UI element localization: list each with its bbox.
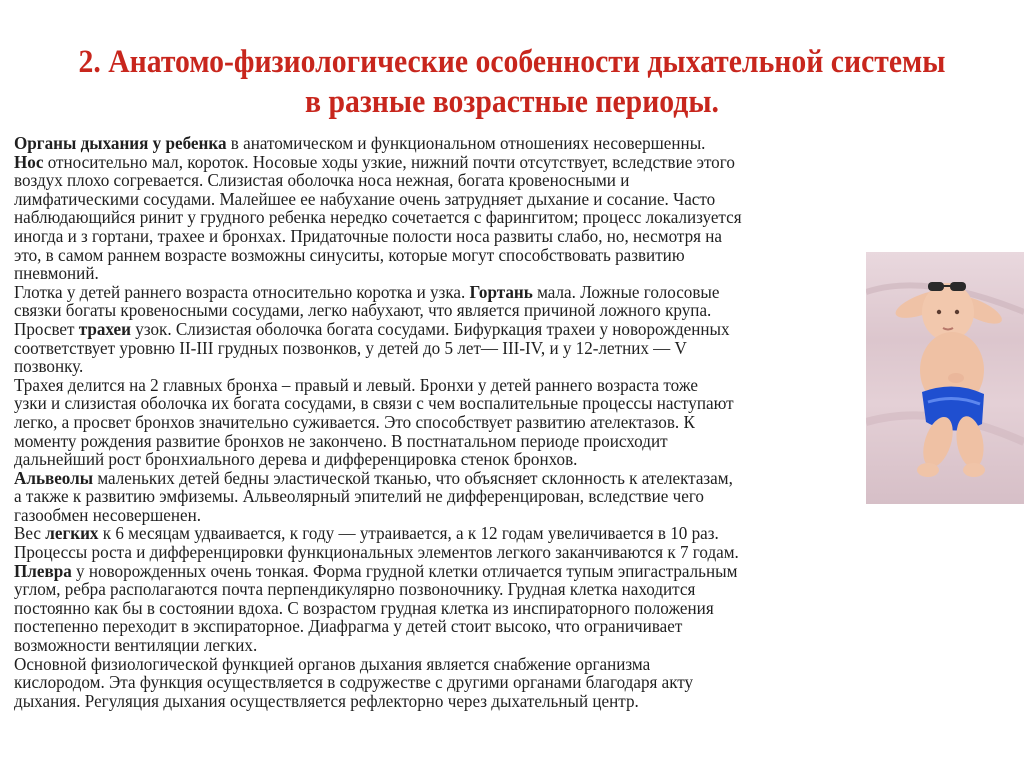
text-line (14, 264, 860, 283)
text-segment: кислородом. Эта функция осуществляется в содружестве с другими органами благодаря акту (14, 672, 694, 693)
text-segment: узки и слизистая оболочка их богата сосудами, в связи с чем воспалительные процессы наступают (14, 393, 734, 414)
text-segment: в анатомическом и функциональном отношениях несовершенны. (226, 133, 706, 153)
text-line (14, 208, 860, 227)
body-text (14, 134, 860, 710)
text-segment: газообмен несовершенен. (14, 504, 202, 525)
text-line (14, 580, 860, 599)
baby-photo (866, 252, 1024, 504)
text-line (14, 339, 860, 358)
bold-term: Гортань (469, 281, 533, 302)
text-line (14, 673, 860, 692)
bold-term: Нос (14, 151, 44, 172)
text-segment: к 6 месяцам удваивается, к году — утраивается, а к 12 годам увеличивается в 10 раз. (98, 523, 719, 544)
text-line (14, 432, 860, 451)
text-segment: наблюдающийся ринит у грудного ребенка нередко сочетается с фарингитом; процесс локализуется (14, 207, 742, 228)
text-segment: Просвет (14, 318, 79, 339)
text-segment: воздух плохо согревается. Слизистая оболочка носа нежная, богата кровеносными и (14, 170, 630, 191)
text-segment: относительно мал, короток. Носовые ходы узкие, нижний почти отсутствует, вследствие этого (43, 151, 735, 172)
text-line (14, 524, 860, 543)
text-segment: связки богаты кровеносными сосудами, легко набухают, что является причиной ложного крупа. (14, 300, 712, 321)
text-segment: постепенно переходит в экспираторное. Диафрагма у детей стоит высоко, что ограничивает (14, 616, 683, 637)
bold-term: трахеи (78, 318, 132, 339)
text-line (14, 506, 860, 525)
bold-term: Органы дыхания у ребенка (14, 133, 227, 153)
text-segment: позвонку. (14, 356, 84, 377)
text-line (14, 320, 860, 339)
text-line (14, 487, 860, 506)
text-segment: дальнейший рост бронхиального дерева и дифференцировка стенок бронхов. (14, 449, 578, 470)
text-line (14, 655, 860, 674)
text-line (14, 617, 860, 636)
text-segment: соответствует уровню II-III грудных позвонков, у детей до 5 лет— III-IV, и у 12-летних — V (14, 337, 687, 358)
text-segment: Глотка у детей раннего возраста относительно коротка и узка. (14, 281, 470, 302)
text-line (14, 171, 860, 190)
text-segment: иногда и з гортани, трахее и бронхах. Придаточные полости носа развиты слабо, но, несмотря на (14, 225, 723, 246)
text-line (14, 134, 860, 153)
text-line (14, 469, 860, 488)
baby-illustration (866, 252, 1024, 504)
text-segment: постоянно как бы в состоянии вдоха. С возрастом грудная клетка из инспираторного положения (14, 597, 714, 618)
text-line (14, 376, 860, 395)
text-segment: мала. Ложные голосовые (532, 281, 720, 302)
title-line-2: в разные возрастные периоды. (305, 84, 719, 120)
text-line (14, 543, 860, 562)
text-line (14, 246, 860, 265)
text-segment: углом, ребра располагаются почта перпендикулярно позвоночнику. Грудная клетка находится (14, 579, 696, 600)
text-line (14, 394, 860, 413)
text-segment: у новорожденных очень тонкая. Форма грудной клетки отличается тупым эпигастральным (71, 560, 738, 581)
bold-term: Альвеолы (14, 467, 94, 488)
text-line (14, 153, 860, 172)
text-segment: узок. Слизистая оболочка богата сосудами. Бифуркация трахеи у новорожденных (131, 318, 730, 339)
text-segment: легко, а просвет бронхов значительно суживается. Это способствует развитию ателектазов. К (14, 411, 695, 432)
text-segment: лимфатическими сосудами. Малейшее ее набухание очень затрудняет дыхание и сосание. Часто (14, 188, 716, 209)
text-segment: пневмоний. (14, 263, 99, 284)
text-line (14, 227, 860, 246)
text-line (14, 301, 860, 320)
text-line (14, 283, 860, 302)
bold-term: Плевра (14, 560, 72, 581)
text-line (14, 562, 860, 581)
text-segment: маленьких детей бедны эластической тканью, что объясняет склонность к ателектазам, (93, 467, 733, 488)
text-segment: моменту рождения развитие бронхов не закончено. В постнатальном периоде происходит (14, 430, 668, 451)
text-segment: Вес (14, 523, 46, 544)
text-segment: Процессы роста и дифференцировки функциональных элементов легкого заканчиваются к 7 годам. (14, 542, 739, 563)
text-segment: это, в самом раннем возрасте возможны синуситы, которые могут способствовать развитию (14, 244, 685, 265)
text-line (14, 413, 860, 432)
bold-term: легких (45, 523, 99, 544)
title-line-1: 2. Анатомо-физиологические особенности дыхательной системы (78, 44, 946, 80)
text-segment: возможности вентиляции легких. (14, 635, 258, 656)
slide-title (51, 42, 973, 122)
text-line (14, 190, 860, 209)
text-line (14, 357, 860, 376)
text-segment: Трахея делится на 2 главных бронха – правый и левый. Бронхи у детей раннего возраста тоже (14, 374, 698, 395)
text-line (14, 692, 860, 711)
text-segment: Основной физиологической функцией органов дыхания является снабжение организма (14, 653, 651, 674)
text-line (14, 599, 860, 618)
text-segment: дыхания. Регуляция дыхания осуществляется рефлекторно через дыхательный центр. (14, 690, 639, 711)
text-line (14, 636, 860, 655)
text-segment: а также к развитию эмфиземы. Альвеолярный эпителий не дифференцирован, вследствие чего (14, 486, 704, 507)
text-line (14, 450, 860, 469)
